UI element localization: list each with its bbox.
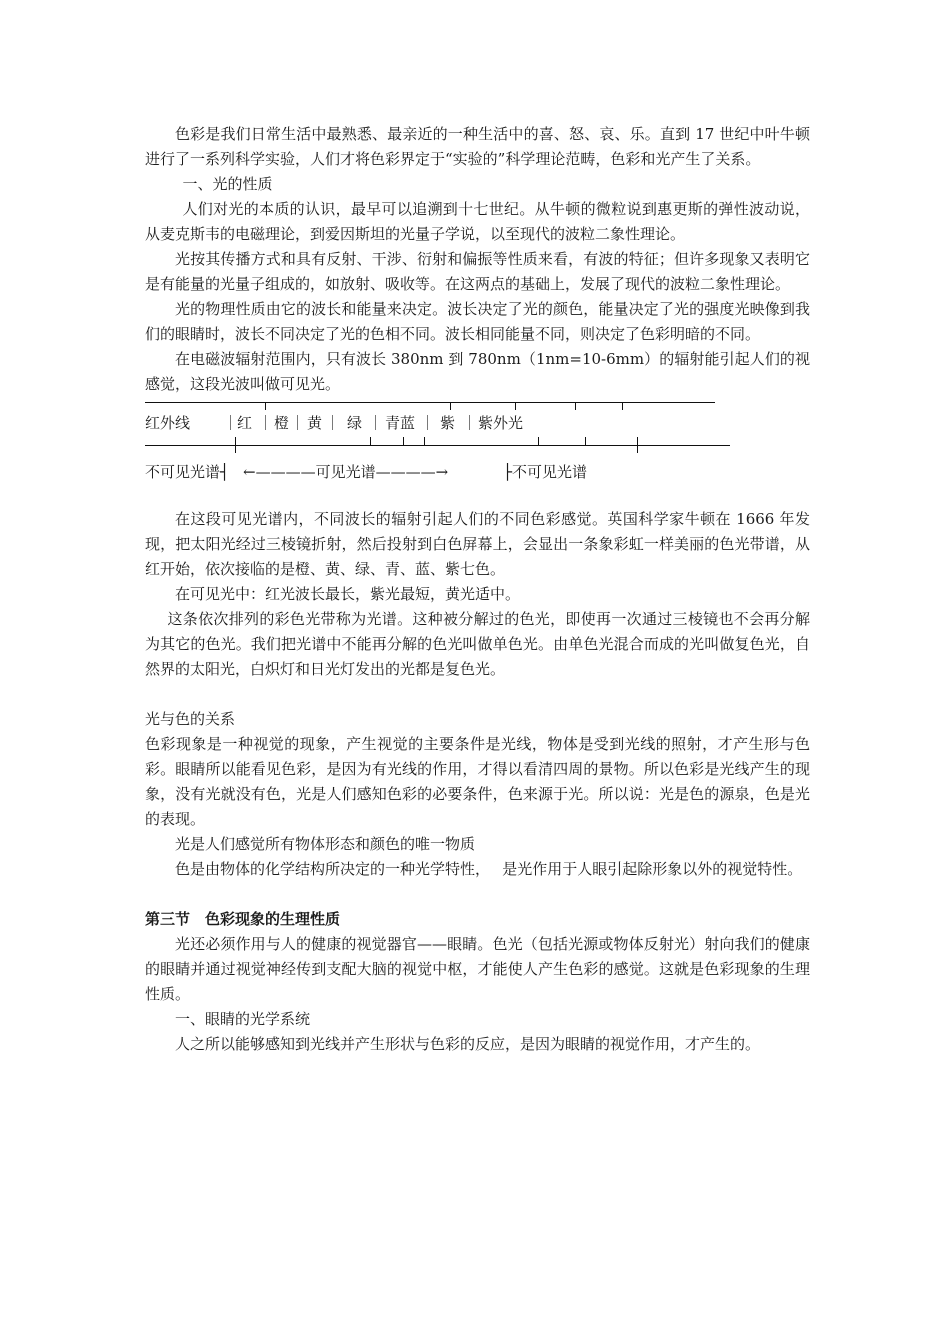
- section-heading-physiology: 第三节 色彩现象的生理性质: [145, 910, 341, 928]
- heading-light-nature: 一、光的性质: [182, 175, 273, 193]
- paragraph-color-phenomenon: 色彩现象是一种视觉的现象，产生视觉的主要条件是光线，物体是受到光线的照射，才产生形与色彩。眼睛所以能看见色彩，是因为有光线的作用，才得以看清四周的景物。所以色彩是光线产生的现象，没有光就没有色，光是人们感知色彩的必要条件，色来源于光。所以说：光是色的源泉，色是光的表现。: [145, 735, 810, 828]
- paragraph-intro: 色彩是我们日常生活中最熟悉、最亲近的一种生活中的喜、怒、哀、乐。直到 17 世纪中叶牛顿进行了一系列科学实验，人们才将色彩界定于“实验的”科学理论范畴，色彩和光产生了关系。: [145, 125, 810, 168]
- label-red: 红: [237, 414, 253, 432]
- paragraph-eye-organ: 光还必须作用与人的健康的视觉器官——眼睛。色光（包括光源或物体反射光）射向我们的健康的眼睛并通过视觉神经传到支配大脑的视觉中枢，才能使人产生色彩的感觉。这就是色彩现象的生理性质。: [145, 935, 810, 1003]
- heading-light-color-relation: 光与色的关系: [145, 710, 236, 728]
- paragraph-color-definition: 色是由物体的化学结构所决定的一种光学特性， 是光作用于人眼引起除形象以外的视觉特性。: [175, 860, 803, 878]
- paragraph-physical-properties: 光的物理性质由它的波长和能量来决定。波长决定了光的颜色，能量决定了光的强度光映像到我们的眼睛时，波长不同决定了光的色相不同。波长相同能量不同，则决定了色彩明暗的不同。: [145, 300, 810, 343]
- spectrum-diagram: 红外线 ｜ 红 ｜ 橙 ｜ 黄 ｜ 绿 ｜ 青蓝 ｜ 紫 ｜ 紫外光 不可见光谱┤ ←————可见光谱————→ ├不可见光谱: [145, 397, 810, 507]
- spectrum-top-rule: [145, 402, 715, 403]
- label-orange: 橙: [274, 414, 290, 432]
- label-visible-spectrum: ←————可见光谱————→: [243, 463, 449, 481]
- paragraph-light-only-substance: 光是人们感觉所有物体形态和颜色的唯一物质: [175, 835, 476, 853]
- label-yellow: 黄: [307, 414, 323, 432]
- label-invisible-left: 不可见光谱┤: [145, 463, 230, 481]
- paragraph-wave-particle: 光按其传播方式和具有反射、干涉、衍射和偏振等性质来看，有波的特征；但许多现象又表明它是有能量的光量子组成的，如放射、吸收等。在这两点的基础上，发展了现代的波粒二象性理论。: [145, 250, 810, 293]
- paragraph-monochromatic: 这条依次排列的彩色光带称为光谱。这种被分解过的色光，即使再一次通过三棱镜也不会再分解为其它的色光。我们把光谱中不能再分解的色光叫做单色光。由单色光混合而成的光叫做复色光，自然界的太阳光，白炽灯和日光灯发出的光都是复色光。: [145, 610, 810, 678]
- label-green: 绿: [347, 414, 363, 432]
- spectrum-bottom-rule: [145, 445, 730, 446]
- paragraph-newton-prism: 在这段可见光谱内，不同波长的辐射引起人们的不同色彩感觉。英国科学家牛顿在 1666 年发现，把太阳光经过三棱镜折射，然后投射到白色屏幕上，会显出一条象彩虹一样美丽的色光带谱，从红开始，依次接临的是橙、黄、绿、青、蓝、紫七色。: [145, 510, 810, 578]
- paragraph-visible-light: 在电磁波辐射范围内，只有波长 380nm 到 780nm（1nm=10-6mm）的辐射能引起人们的视感觉，这段光波叫做可见光。: [145, 350, 810, 393]
- label-cyan-blue: 青蓝: [385, 414, 416, 432]
- document-page: [145, 122, 810, 1057]
- label-ultraviolet: 紫外光: [478, 414, 524, 432]
- paragraph-wavelength-order: 在可见光中：红光波长最长，紫光最短，黄光适中。: [175, 585, 521, 603]
- paragraph-light-history: 人们对光的本质的认识，最早可以追溯到十七世纪。从牛顿的微粒说到惠更斯的弹性波动说，从麦克斯韦的电磁理论，到爱因斯坦的光量子学说，以至现代的波粒二象性理论。: [145, 200, 810, 243]
- label-invisible-right: ├不可见光谱: [503, 463, 588, 481]
- label-purple: 紫: [440, 414, 456, 432]
- paragraph-eye-vision: 人之所以能够感知到光线并产生形状与色彩的反应，是因为眼睛的视觉作用，才产生的。: [175, 1035, 761, 1053]
- label-infrared: 红外线: [145, 414, 191, 432]
- heading-eye-optics: 一、眼睛的光学系统: [175, 1010, 311, 1028]
